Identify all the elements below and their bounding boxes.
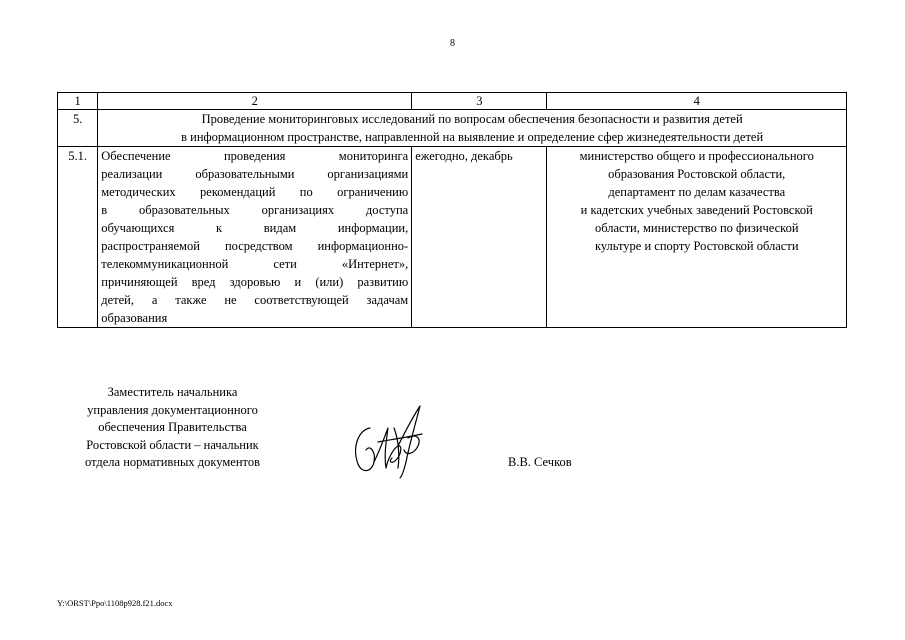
- item-description: [98, 147, 412, 328]
- item-number: 5.1.: [58, 147, 98, 328]
- header-cell: 3: [412, 93, 547, 110]
- executor-line: области, министерство по физической: [594, 221, 799, 235]
- signer-position: [60, 384, 285, 472]
- executor-line: департамент по делам казачества: [608, 185, 786, 199]
- section-row: [58, 110, 847, 147]
- section-title-line: в информационном пространстве, направленной на выявление и определение сфер жизнедеятельности детей: [181, 130, 764, 144]
- executor-line: и кадетских учебных заведений Ростовской: [580, 203, 813, 217]
- file-path: Y:\ORST\Ppo\1108p928.f21.docx: [57, 598, 173, 608]
- table-row: [58, 147, 847, 328]
- description-line: причиняющей вред здоровью и (или) развитию: [101, 275, 409, 289]
- executor-line: образования Ростовской области,: [608, 167, 786, 181]
- measures-table: [57, 92, 847, 328]
- description-line: методических рекомендаций по ограничению: [101, 185, 409, 199]
- signer-name: В.В. Сечков: [508, 455, 572, 469]
- header-cell: 1: [58, 93, 98, 110]
- signer-position-line: Ростовской области – начальник: [86, 437, 259, 452]
- description-line: в образовательных организациях доступа: [101, 203, 409, 217]
- signer-position-line: обеспечения Правительства: [98, 420, 247, 434]
- section-number: 5.: [58, 110, 98, 147]
- section-title: [98, 110, 847, 147]
- executor-line: министерство общего и профессионального: [579, 149, 814, 163]
- item-executors: [547, 147, 847, 328]
- description-line: телекоммуникационной сети «Интернет»,: [101, 257, 409, 271]
- signer-position-line: отдела нормативных документов: [85, 455, 260, 469]
- section-title-line: Проведение мониторинговых исследований по вопросам обеспечения безопасности и развития детей: [201, 112, 743, 126]
- signer-position-line: управления документационного: [87, 402, 258, 417]
- description-line: обучающихся к видам информации,: [101, 221, 409, 235]
- signer-position-line: Заместитель начальника: [107, 385, 238, 399]
- item-term: ежегодно, декабрь: [412, 147, 547, 328]
- description-line: реализации образовательными организациями: [101, 167, 409, 181]
- description-line: детей, а также не соответствующей задачам: [101, 293, 409, 307]
- header-cell: 2: [98, 93, 412, 110]
- header-cell: 4: [547, 93, 847, 110]
- description-line: Обеспечение проведения мониторинга: [101, 149, 409, 163]
- handwritten-signature: [348, 398, 438, 480]
- description-line: распространяемой посредством информационно-: [101, 239, 409, 253]
- page-number: 8: [450, 38, 455, 49]
- table-header-row: [58, 93, 847, 110]
- description-line: образования: [101, 311, 168, 325]
- executor-line: культуре и спорту Ростовской области: [594, 239, 799, 253]
